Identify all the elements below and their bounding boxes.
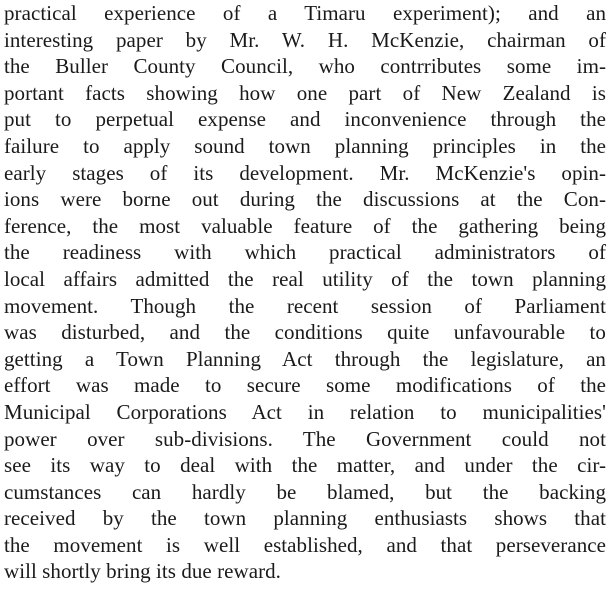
text-line: interesting paper by Mr. W. H. McKenzie, chairman of <box>4 27 606 52</box>
text-line: ference, the most valuable feature of the gathering being <box>4 213 606 238</box>
text-line: the movement is well established, and that perseverance <box>4 532 606 557</box>
text-line: received by the town planning enthusiasts shows that <box>4 506 606 531</box>
text-line: ions were borne out during the discussions at the Con- <box>4 187 606 212</box>
text-line: see its way to deal with the matter, and under the cir- <box>4 453 606 478</box>
text-line: effort was made to secure some modifications of the <box>4 373 606 398</box>
text-line: portant facts showing how one part of New Zealand is <box>4 80 606 105</box>
text-line: cumstances can hardly be blamed, but the backing <box>4 479 606 504</box>
text-line: put to perpetual expense and inconvenience through the <box>4 107 606 132</box>
text-line: failure to apply sound town planning principles in the <box>4 133 606 158</box>
text-line: will shortly bring its due reward. <box>4 559 281 584</box>
text-line: practical experience of a Timaru experiment); and an <box>4 1 606 25</box>
article-paragraph <box>4 0 606 585</box>
text-line: the readiness with which practical administrators of <box>4 240 606 265</box>
text-line: getting a Town Planning Act through the legislature, an <box>4 346 606 371</box>
text-line: the Buller County Council, who contrributes some im- <box>4 54 606 79</box>
text-line: local affairs admitted the real utility of the town planning <box>4 266 606 291</box>
text-line: early stages of its development. Mr. McKenzie's opin- <box>4 160 606 185</box>
text-line: movement. Though the recent session of Parliament <box>4 293 606 318</box>
text-line: Municipal Corporations Act in relation to municipalities' <box>4 399 606 424</box>
text-line: was disturbed, and the conditions quite unfavourable to <box>4 320 606 345</box>
text-line: power over sub-divisions. The Government could not <box>4 426 606 451</box>
